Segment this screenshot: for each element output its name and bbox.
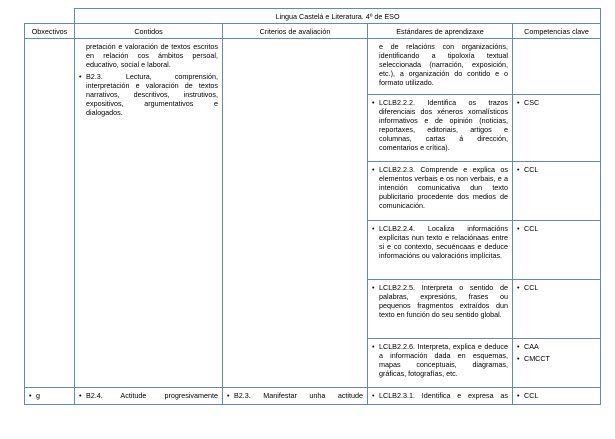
standard-cell <box>368 280 513 339</box>
bullet: • <box>517 283 520 292</box>
contents-item <box>75 388 222 403</box>
standard-text: LCLB2.2.5. Interpreta o sentido de palabras, expresións, frases ou pequenos fragmentos extraídos dun texto en función do seu sentido global. <box>379 283 508 319</box>
criteria-cell <box>223 39 368 388</box>
standard-cell <box>368 39 513 95</box>
competence-cell <box>513 39 601 95</box>
header-criteria: Criterios de avaliación <box>223 24 368 39</box>
bullet: • <box>227 391 230 400</box>
header-contents: Contidos <box>75 24 223 39</box>
competence-cell <box>513 95 601 162</box>
contents-continuation: pretación e valoración de textos escritos en relación cos ámbitos persoal, educativo, social e laboral. <box>86 42 218 69</box>
contents-cell <box>75 388 223 405</box>
bullet: • <box>517 98 520 107</box>
competence-item <box>513 388 600 403</box>
bullet: • <box>79 72 82 81</box>
standard-text: LCLB2.2.3. Comprende e explica os elementos verbais e os non verbais, e a intención comunicativa dun texto publicitario procedente dos medios de comunicación. <box>379 165 508 210</box>
competence-item <box>513 339 600 354</box>
competence-cell <box>513 339 601 388</box>
header-competences: Competencias clave <box>513 24 601 39</box>
header-row <box>25 24 601 39</box>
competence-cell <box>513 162 601 221</box>
contents-item-text: B2.3. Lectura, comprensión, interpretación e valoración de textos narrativos, descritivos, instrutivos, expositivos, argumentativos e dialogados. <box>86 72 218 117</box>
objectives-cell <box>25 388 75 405</box>
criteria-cell <box>223 388 368 405</box>
contents-item-text: B2.4. Actitude progresivamente <box>86 391 218 400</box>
standard-cell <box>368 339 513 388</box>
title-row <box>25 9 601 24</box>
standard-cell <box>368 162 513 221</box>
standard-cell <box>368 221 513 280</box>
table-title: Lingua Castelá e Literatura. 4º de ESO <box>75 9 601 24</box>
standard-cell <box>368 95 513 162</box>
standard-text: LCLB2.2.2. Identifica os trazos diferenciais dos xéneros xornalísticos informativos e de opinión (noticias, reportaxes, editoriais, artigos e columnas, cartas á dirección, comentarios e crítica). <box>379 98 508 152</box>
competence-code: CAA <box>524 342 539 351</box>
standard-item <box>368 388 512 403</box>
competence-code: CSC <box>524 98 540 107</box>
objective-code: g <box>36 391 40 400</box>
bullet: • <box>29 391 32 400</box>
objective-item <box>25 388 74 403</box>
table-row <box>25 39 601 95</box>
bullet: • <box>517 224 520 233</box>
competence-item <box>513 95 600 110</box>
bullet: • <box>372 391 375 400</box>
standard-item <box>368 162 512 213</box>
standard-text: LCLB2.2.4. Localiza informacións explícitas nun texto e relaciónaas entre si e co contexto, secuéncaas e deduce informacións ou valoracións implícitas. <box>379 224 508 260</box>
competence-item <box>513 280 600 295</box>
competence-item <box>513 354 600 366</box>
bullet: • <box>372 165 375 174</box>
standard-item <box>368 221 512 263</box>
bullet: • <box>372 98 375 107</box>
bullet: • <box>517 354 520 363</box>
competence-code: CMCCT <box>524 354 550 363</box>
competence-code: CCL <box>524 391 539 400</box>
competence-cell <box>513 388 601 405</box>
bullet: • <box>79 391 82 400</box>
criteria-item-text: B2.3. Manifestar unha actitude <box>234 391 363 400</box>
standard-item <box>368 339 512 381</box>
competence-code: CCL <box>524 224 539 233</box>
curriculum-table <box>24 8 601 405</box>
competence-code: CCL <box>524 283 539 292</box>
standard-text: LCLB2.3.1. Identifica e expresa as <box>379 391 508 400</box>
bullet: • <box>372 283 375 292</box>
header-objectives: Obxectivos <box>25 24 75 39</box>
competence-item <box>513 221 600 236</box>
standard-text: LCLB2.2.6. Interpreta, explica e deduce a información dada en esquemas, mapas conceptuais, diagramas, gráficas, fotografías, etc. <box>379 342 508 378</box>
objectives-cell <box>25 39 75 388</box>
bullet: • <box>372 342 375 351</box>
contents-item <box>75 72 222 120</box>
standard-text: e de relacións con organizacións, identificando a tipoloxía textual seleccionada (narración, exposición, etc.), a organización do contido e o formato utilizado. <box>379 42 508 87</box>
competence-cell <box>513 221 601 280</box>
standard-cell <box>368 388 513 405</box>
header-standards: Estándares de aprendizaxe <box>368 24 513 39</box>
competence-cell <box>513 280 601 339</box>
standard-item <box>368 95 512 155</box>
table-row <box>25 388 601 405</box>
bullet: • <box>517 391 520 400</box>
bullet: • <box>517 165 520 174</box>
competence-item <box>513 162 600 177</box>
standard-item <box>368 280 512 322</box>
competence-code: CCL <box>524 165 539 174</box>
criteria-item <box>223 388 367 403</box>
bullet: • <box>372 224 375 233</box>
contents-cell <box>75 39 223 388</box>
bullet: • <box>517 342 520 351</box>
